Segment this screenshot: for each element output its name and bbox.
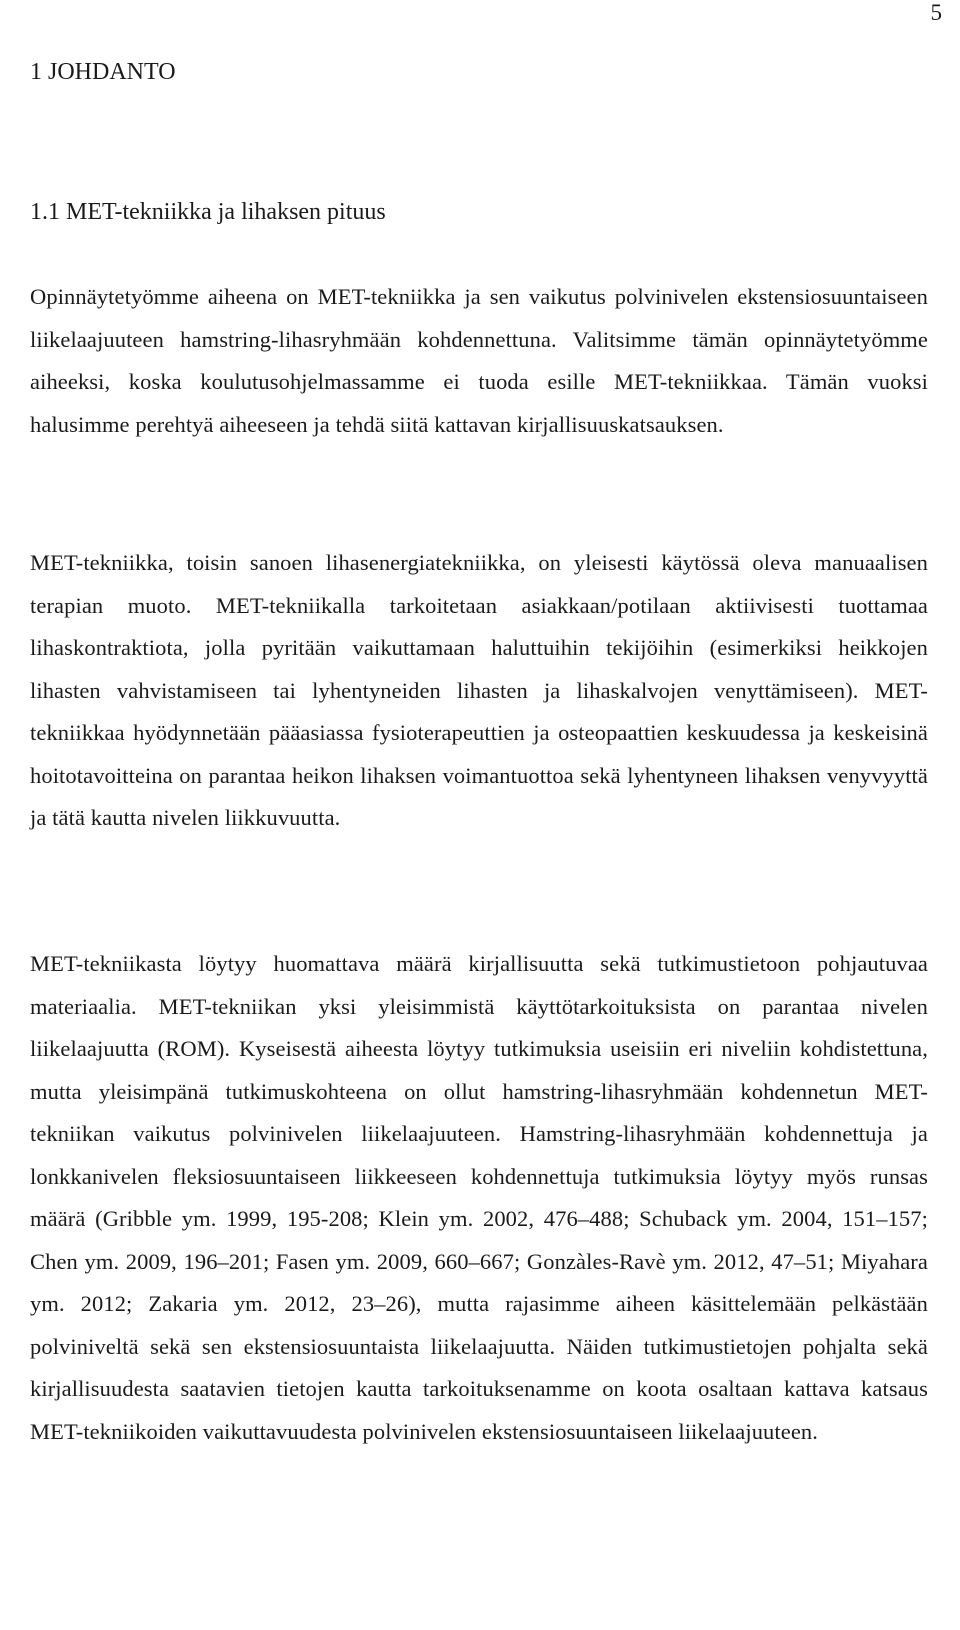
paragraph-intro: Opinnäytetyömme aiheena on MET-tekniikka ja sen vaikutus polvinivelen ekstensiosuuntaiseen liikelaajuuteen hamstring-lihasryhmään kohdennettuna. Valitsimme tämän opinnäytetyömme aiheeksi, koska koulutusohjelmassamme ei tuoda esille MET-tekniikkaa. Tämän vuoksi halusimme perehtyä aiheeseen ja tehdä siitä kattavan kirjallisuuskatsauksen. [30, 284, 928, 437]
page-number: 5 [930, 0, 942, 25]
paragraph-met-definition: MET-tekniikka, toisin sanoen lihasenergiatekniikka, on yleisesti käytössä oleva manuaalisen terapian muoto. MET-tekniikalla tarkoitetaan asiakkaan/potilaan aktiivisesti tuottamaa lihaskontraktiota, jolla pyritään vaikuttamaan haluttuihin tekijöihin (esimerkiksi heikkojen lihasten vahvistamiseen tai lyhentyneiden lihasten ja lihaskalvojen venyttämiseen). MET-tekniikkaa hyödynnetään pääasiassa fysioterapeuttien ja osteopaattien keskuudessa ja keskeisinä hoitotavoitteina on parantaa heikon lihaksen voimantuottoa sekä lyhentyneen lihaksen venyvyyttä ja tätä kautta nivelen liikkuvuutta. [30, 550, 928, 830]
chapter-heading: 1 JOHDANTO [30, 59, 176, 85]
paragraph-literature: MET-tekniikasta löytyy huomattava määrä kirjallisuutta sekä tutkimustietoon pohjautuvaa materiaalia. MET-tekniikan yksi yleisimmistä käyttötarkoituksista on parantaa nivelen liikelaajuutta (ROM). Kyseisestä aiheesta löytyy tutkimuksia useisiin eri niveliin kohdistettuna, mutta yleisimpänä tutkimuskohteena on ollut hamstring-lihasryhmään kohdennetun MET-tekniikan vaikutus polvinivelen liikelaajuuteen. Hamstring-lihasryhmään kohdennettuja ja lonkkanivelen fleksiosuuntaiseen liikkeeseen kohdennettuja tutkimuksia löytyy myös runsas määrä (Gribble ym. 1999, 195-208; Klein ym. 2002, 476–488; Schuback ym. 2004, 151–157; Chen ym. 2009, 196–201; Fasen ym. 2009, 660–667; Gonzàles-Ravè ym. 2012, 47–51; Miyahara ym. 2012; Zakaria ym. 2012, 23–26), mutta rajasimme aiheen käsittelemään pelkästään polviniveltä sekä sen ekstensiosuuntaista liikelaajuutta. Näiden tutkimustietojen pohjalta sekä kirjallisuudesta saatavien tietojen kautta tarkoituksenamme on koota osaltaan kattava katsaus MET-tekniikoiden vaikuttavuudesta polvinivelen ekstensiosuuntaiseen liikelaajuuteen. [30, 951, 928, 1444]
section-heading: 1.1 MET-tekniikka ja lihaksen pituus [30, 199, 386, 225]
